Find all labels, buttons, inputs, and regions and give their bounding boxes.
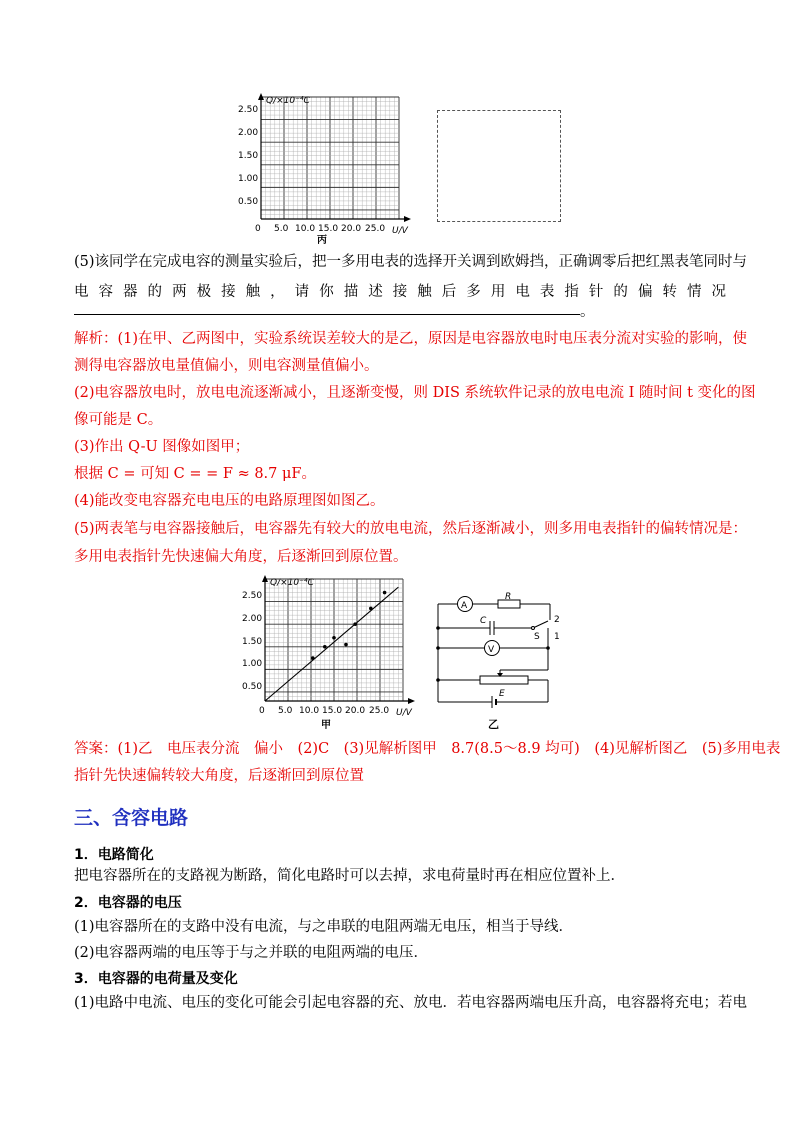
voltmeter-label: V xyxy=(488,645,495,655)
x-tick: 15.0 xyxy=(322,706,343,716)
x-tick: 0 xyxy=(255,224,261,234)
data-point xyxy=(344,643,348,647)
x-tick: 25.0 xyxy=(365,224,386,234)
switch-pos-label: 1 xyxy=(554,632,560,642)
data-point xyxy=(369,607,373,611)
x-axis-label: U/V xyxy=(392,226,408,236)
switch-pos-label: 2 xyxy=(554,615,560,625)
y-tick: 2.50 xyxy=(238,105,259,115)
fit-line xyxy=(265,587,398,701)
body-text: (2)电容器两端的电压等于与之并联的电阻两端的电压． xyxy=(74,945,429,961)
data-point xyxy=(353,622,357,626)
x-tick: 0 xyxy=(259,706,265,716)
grid-bing xyxy=(261,97,399,219)
answer-blank-line[interactable] xyxy=(74,314,580,315)
y-tick: 1.00 xyxy=(238,174,259,184)
subsection-title: 1．电路简化 xyxy=(74,847,154,863)
analysis-line: (5)两表笔与电容器接触后，电容器先有较大的放电电流，然后逐渐减小，则多用电表指针的偏转情况是： xyxy=(74,521,748,537)
resistor-label: R xyxy=(505,592,512,602)
graph-jia xyxy=(232,574,424,734)
y-axis-label: Q/×10⁻⁴C xyxy=(270,578,314,588)
analysis-line: 测得电容器放电量值偏小，则电容测量值偏小。 xyxy=(74,358,379,374)
body-text: (1)电路中电流、电压的变化可能会引起电容器的充、放电．若电容器两端电压升高，电容器将充电；若电 xyxy=(74,995,748,1011)
circuit-diagram xyxy=(430,592,570,732)
ammeter-label: A xyxy=(461,601,468,611)
q5-line1: (5)该同学在完成电容的测量实验后，把一多用电表的选择开关调到欧姆挡，正确调零后把红黑表笔同时与 xyxy=(74,254,748,270)
analysis-line: 解析：(1)在甲、乙两图中，实验系统误差较大的是乙，原因是电容器放电时电压表分流对实验的影响，使 xyxy=(74,331,748,347)
y-tick: 1.00 xyxy=(242,659,263,669)
section-title: 三、含容电路 xyxy=(74,807,189,829)
analysis-line: (2)电容器放电时，放电电流逐渐减小，且逐渐变慢，则 DIS 系统软件记录的放电电流 I 随时间 t 变化的图 xyxy=(74,385,756,401)
x-tick: 20.0 xyxy=(345,706,366,716)
x-tick: 10.0 xyxy=(295,224,316,234)
analysis-line: 像可能是 C。 xyxy=(74,412,163,428)
data-point xyxy=(332,636,336,640)
x-tick: 5.0 xyxy=(278,706,293,716)
switch-symbol xyxy=(533,621,548,628)
x-axis-arrow xyxy=(404,216,411,222)
data-point xyxy=(311,656,315,660)
y-axis-arrow xyxy=(262,575,268,582)
y-tick: 1.50 xyxy=(242,637,263,647)
y-axis-arrow xyxy=(258,93,264,100)
capacitor-label: C xyxy=(480,616,487,626)
x-tick: 15.0 xyxy=(318,224,339,234)
plot-area xyxy=(265,587,398,701)
analysis-line: (3)作出 Q-U 图像如图甲； xyxy=(74,439,250,455)
circuit-caption: 乙 xyxy=(488,718,499,731)
graph-caption: 甲 xyxy=(321,720,331,731)
x-axis-arrow xyxy=(408,698,415,704)
answer-line: 指针先快速偏转较大角度，后逐渐回到原位置 xyxy=(74,768,364,784)
analysis-line: 多用电表指针先快速偏大角度，后逐渐回到原位置。 xyxy=(74,549,408,565)
x-tick: 25.0 xyxy=(369,706,390,716)
q5-end: 。 xyxy=(580,304,595,320)
data-point xyxy=(323,645,327,649)
x-tick: 10.0 xyxy=(299,706,320,716)
y-tick: 0.50 xyxy=(238,197,259,207)
y-tick: 0.50 xyxy=(242,682,263,692)
y-tick: 2.50 xyxy=(242,591,263,601)
switch-label: S xyxy=(534,632,540,642)
x-tick: 20.0 xyxy=(341,224,362,234)
y-tick: 2.00 xyxy=(242,614,263,624)
y-tick: 1.50 xyxy=(238,151,259,161)
answer-box xyxy=(437,110,561,222)
x-axis-label: U/V xyxy=(396,708,412,718)
rheostat-symbol xyxy=(480,676,528,684)
y-tick: 2.00 xyxy=(238,128,259,138)
subsection-title: 3．电容器的电荷量及变化 xyxy=(74,971,238,987)
data-point xyxy=(383,591,387,595)
body-text: (1)电容器所在的支路中没有电流，与之串联的电阻两端无电压，相当于导线． xyxy=(74,919,574,935)
q5-line2: 电容器的两极接触，请你描述接触后多用电表指针的偏转情况 xyxy=(74,284,726,300)
y-axis-label: Q/×10⁻⁴C xyxy=(266,96,310,106)
body-text: 把电容器所在的支路视为断路，简化电路时可以去掉，求电荷量时再在相应位置补上． xyxy=(74,868,625,884)
graph-caption: 丙 xyxy=(317,235,327,246)
graph-bing xyxy=(228,92,420,247)
subsection-title: 2．电容器的电压 xyxy=(74,895,182,911)
emf-label: E xyxy=(499,689,505,699)
analysis-line: (4)能改变电容器充电电压的电路原理图如图乙。 xyxy=(74,493,385,509)
analysis-line: 根据 C = 可知 C = = F ≈ 8.7 μF。 xyxy=(74,466,316,482)
answer-line: 答案：(1)乙 电压表分流 偏小 (2)C (3)见解析图甲 8.7(8.5～8.9 均可) (4)见解析图乙 (5)多用电表 xyxy=(74,741,781,757)
x-tick: 5.0 xyxy=(274,224,289,234)
